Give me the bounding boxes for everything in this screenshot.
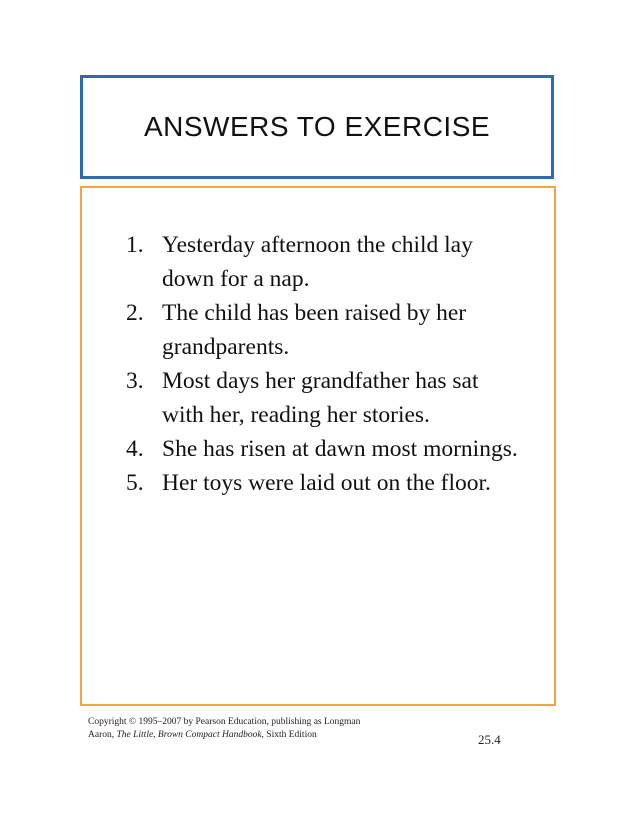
answer-number: 1.	[126, 232, 144, 258]
answer-text: She has risen at dawn most mornings.	[162, 436, 518, 462]
answer-text: Yesterday afternoon the child lay down for a nap.	[162, 232, 473, 292]
answer-item	[126, 364, 552, 432]
title-box	[80, 75, 554, 179]
answers-box	[80, 186, 556, 706]
answer-item	[126, 296, 552, 364]
answer-item	[126, 432, 552, 466]
answer-item	[126, 228, 552, 296]
answer-number: 4.	[126, 436, 144, 462]
citation-author: Aaron,	[88, 730, 117, 740]
answer-item	[126, 466, 552, 500]
citation-book-title: The Little, Brown Compact Handbook	[116, 730, 262, 740]
answer-text: Her toys were laid out on the floor.	[162, 470, 491, 496]
answer-number: 5.	[126, 470, 144, 496]
answer-number: 3.	[126, 368, 144, 394]
copyright-text: Copyright © 1995–2007 by Pearson Education, publishing as Longman	[88, 717, 361, 727]
answer-text: The child has been raised by her grandparents.	[162, 300, 467, 360]
answers-list	[126, 228, 552, 500]
page-title: ANSWERS TO EXERCISE	[143, 111, 491, 142]
citation-edition: , Sixth Edition	[261, 730, 317, 740]
answer-number: 2.	[126, 300, 144, 326]
page-number: 25.4	[478, 732, 501, 747]
answer-text: Most days her grandfather has sat with her, reading her stories.	[162, 368, 479, 428]
